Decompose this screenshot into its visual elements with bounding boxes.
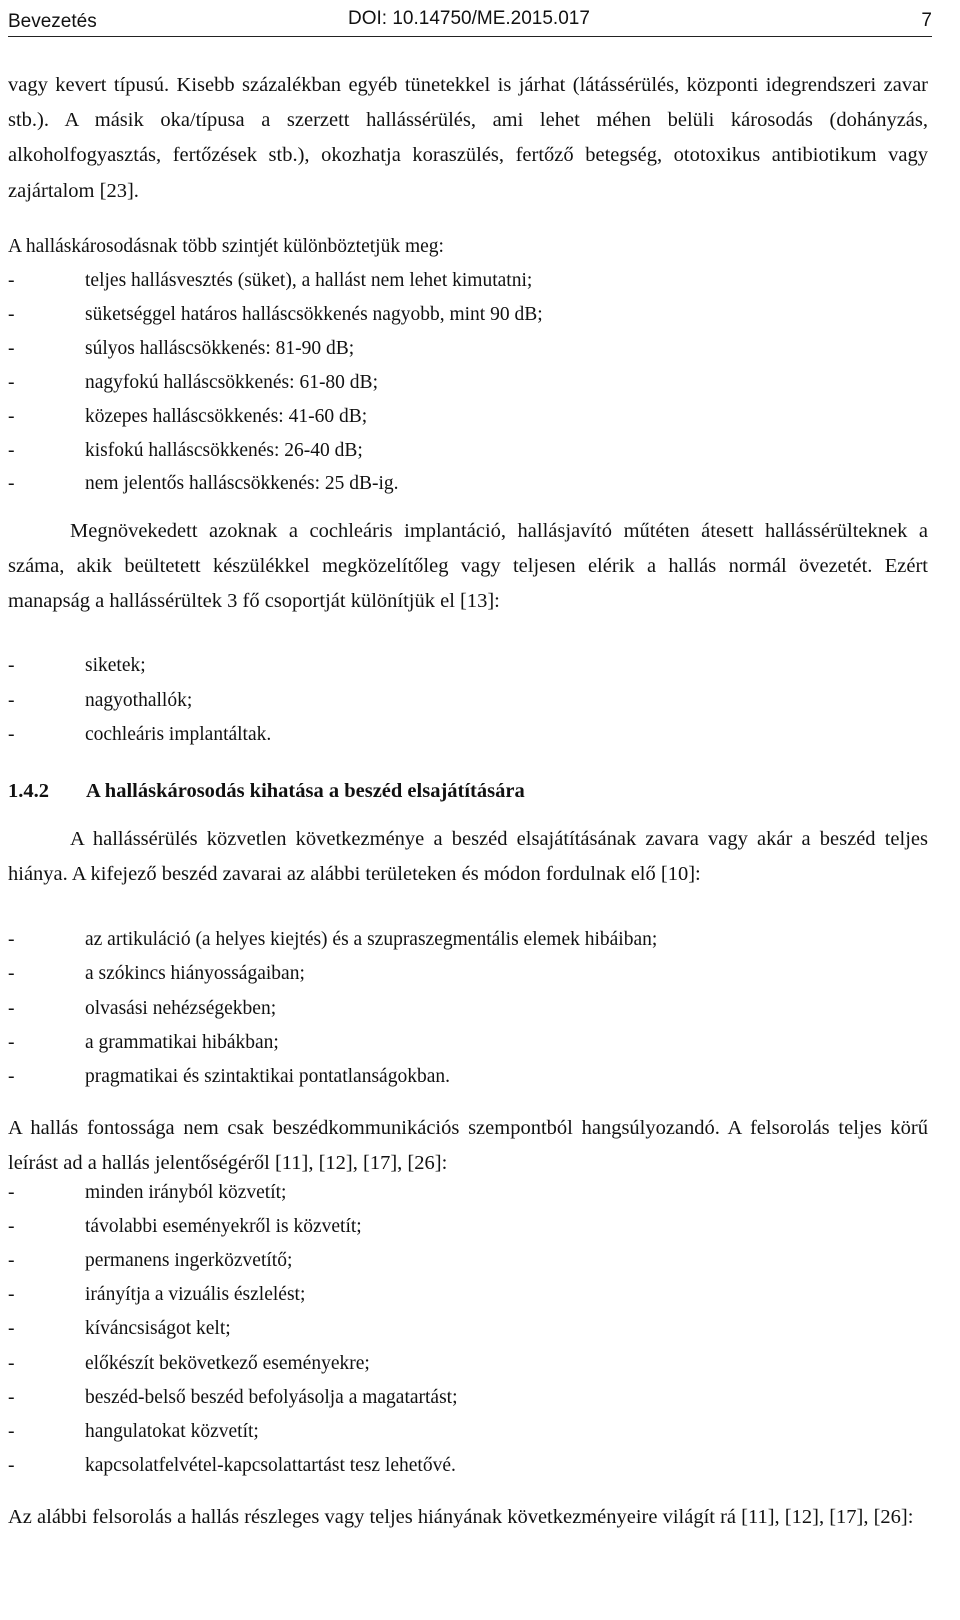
- list-dash: -: [8, 1182, 15, 1203]
- header-doi: DOI: 10.14750/ME.2015.017: [348, 8, 590, 29]
- list-item-text: cochleáris implantáltak.: [85, 724, 272, 745]
- list-item-text: pragmatikai és szintaktikai pontatlanságokban.: [85, 1066, 450, 1088]
- list-dash: -: [8, 1066, 15, 1088]
- list-item-text: előkészít bekövetkező eseményekre;: [85, 1352, 370, 1374]
- list-item-text: hangulatokat közvetít;: [85, 1420, 259, 1442]
- list-dash: -: [8, 1386, 15, 1408]
- header-section-title: Bevezetés: [8, 11, 97, 32]
- list-dash: -: [8, 724, 15, 745]
- list-item-text: az artikuláció (a helyes kiejtés) és a szupraszegmentális elemek hibáiban;: [85, 929, 658, 950]
- paragraph-speech-consequences: [8, 822, 928, 892]
- list-dash: -: [8, 405, 15, 427]
- page-number: 7: [921, 10, 932, 31]
- paragraph-text: vagy kevert típusú. Kisebb százalékban egyéb tünetekkel is járhat (látássérülés, központi idegrendszeri zavar stb.). A másik oka/típusa a szerzett hallássérülés, ami lehet méhen belüli károsodás (dohányzás, alkoholfogyasztás, fertőzések stb.), okozhatja koraszülés, fertőző betegség, ototoxikus antibiotikum vagy zajártalom [23].: [8, 74, 928, 202]
- list-dash: -: [8, 997, 15, 1019]
- levels-intro: A halláskárosodásnak több szintjét különböztetjük meg:: [8, 236, 444, 257]
- list-item-text: távolabbi eseményekről is közvetít;: [85, 1216, 362, 1238]
- paragraph-text: Az alábbi felsorolás a hallás részleges vagy teljes hiányának következményeire világít rá [11], [12], [17], [26]:: [8, 1506, 914, 1528]
- list-dash: -: [8, 1031, 15, 1053]
- section-title: A halláskárosodás kihatása a beszéd elsajátítására: [86, 780, 525, 802]
- list-item-text: beszéd-belső beszéd befolyásolja a magatartást;: [85, 1386, 458, 1408]
- paragraph-cochlear: [8, 514, 928, 620]
- list-item-text: irányítja a vizuális észlelést;: [85, 1284, 306, 1306]
- list-dash: -: [8, 473, 15, 495]
- list-dash: -: [8, 1454, 15, 1476]
- list-item-text: a szókincs hiányosságaiban;: [85, 963, 305, 985]
- list-dash: -: [8, 963, 15, 985]
- list-item-text: nem jelentős halláscsökkenés: 25 dB-ig.: [85, 473, 399, 495]
- list-dash: -: [8, 1318, 15, 1340]
- list-item-text: kisfokú halláscsökkenés: 26-40 dB;: [85, 439, 363, 461]
- list-dash: -: [8, 1216, 15, 1238]
- paragraph-text: A hallássérülés közvetlen következménye a beszéd elsajátításának zavara vagy akár a beszéd teljes hiánya. A kifejező beszéd zavarai az alábbi területeken és módon fordulnak elő [10]:: [8, 828, 928, 886]
- list-item-text: súlyos halláscsökkenés: 81-90 dB;: [85, 337, 355, 359]
- paragraph-hearing-loss-types: [8, 68, 928, 209]
- list-item-text: kapcsolatfelvétel-kapcsolattartást tesz lehetővé.: [85, 1454, 456, 1476]
- paragraph-hearing-importance: [8, 1111, 928, 1181]
- list-dash: -: [8, 337, 15, 359]
- list-dash: -: [8, 1284, 15, 1306]
- list-item-text: kíváncsiságot kelt;: [85, 1318, 231, 1340]
- section-number: 1.4.2: [8, 780, 49, 802]
- list-dash: -: [8, 270, 15, 291]
- list-dash: -: [8, 655, 15, 676]
- list-item-text: nagyothallók;: [85, 689, 193, 711]
- list-item-text: süketséggel határos halláscsökkenés nagyobb, mint 90 dB;: [85, 303, 543, 325]
- list-item-text: a grammatikai hibákban;: [85, 1031, 279, 1053]
- list-item-text: olvasási nehézségekben;: [85, 997, 277, 1019]
- list-dash: -: [8, 371, 15, 393]
- list-item-text: közepes halláscsökkenés: 41-60 dB;: [85, 405, 368, 427]
- list-item-text: teljes hallásvesztés (süket), a hallást nem lehet kimutatni;: [85, 270, 533, 291]
- page-header: [8, 6, 932, 37]
- paragraph-text: A hallás fontossága nem csak beszédkommunikációs szempontból hangsúlyozandó. A felsorolás teljes körű leírást ad a hallás jelentőségéről [11], [12], [17], [26]:: [8, 1117, 928, 1175]
- list-item-text: minden irányból közvetít;: [85, 1182, 287, 1203]
- list-dash: -: [8, 303, 15, 325]
- list-item-text: permanens ingerközvetítő;: [85, 1250, 293, 1272]
- paragraph-text: Megnövekedett azoknak a cochleáris implantáció, hallásjavító műtéten átesett hallássérülteknek a száma, akik beültetett készülékkel megközelítőleg vagy teljesen elérik a hallás normál övezetét. Ezért manapság a hallássérültek 3 fő csoportját különítjük el [13]:: [8, 520, 928, 613]
- list-dash: -: [8, 1420, 15, 1442]
- list-dash: -: [8, 689, 15, 711]
- list-dash: -: [8, 1250, 15, 1272]
- list-dash: -: [8, 439, 15, 461]
- list-dash: -: [8, 929, 15, 950]
- paragraph-consequences-intro: [8, 1500, 928, 1535]
- list-item-text: nagyfokú halláscsökkenés: 61-80 dB;: [85, 371, 378, 393]
- list-item-text: siketek;: [85, 655, 146, 676]
- list-dash: -: [8, 1352, 15, 1374]
